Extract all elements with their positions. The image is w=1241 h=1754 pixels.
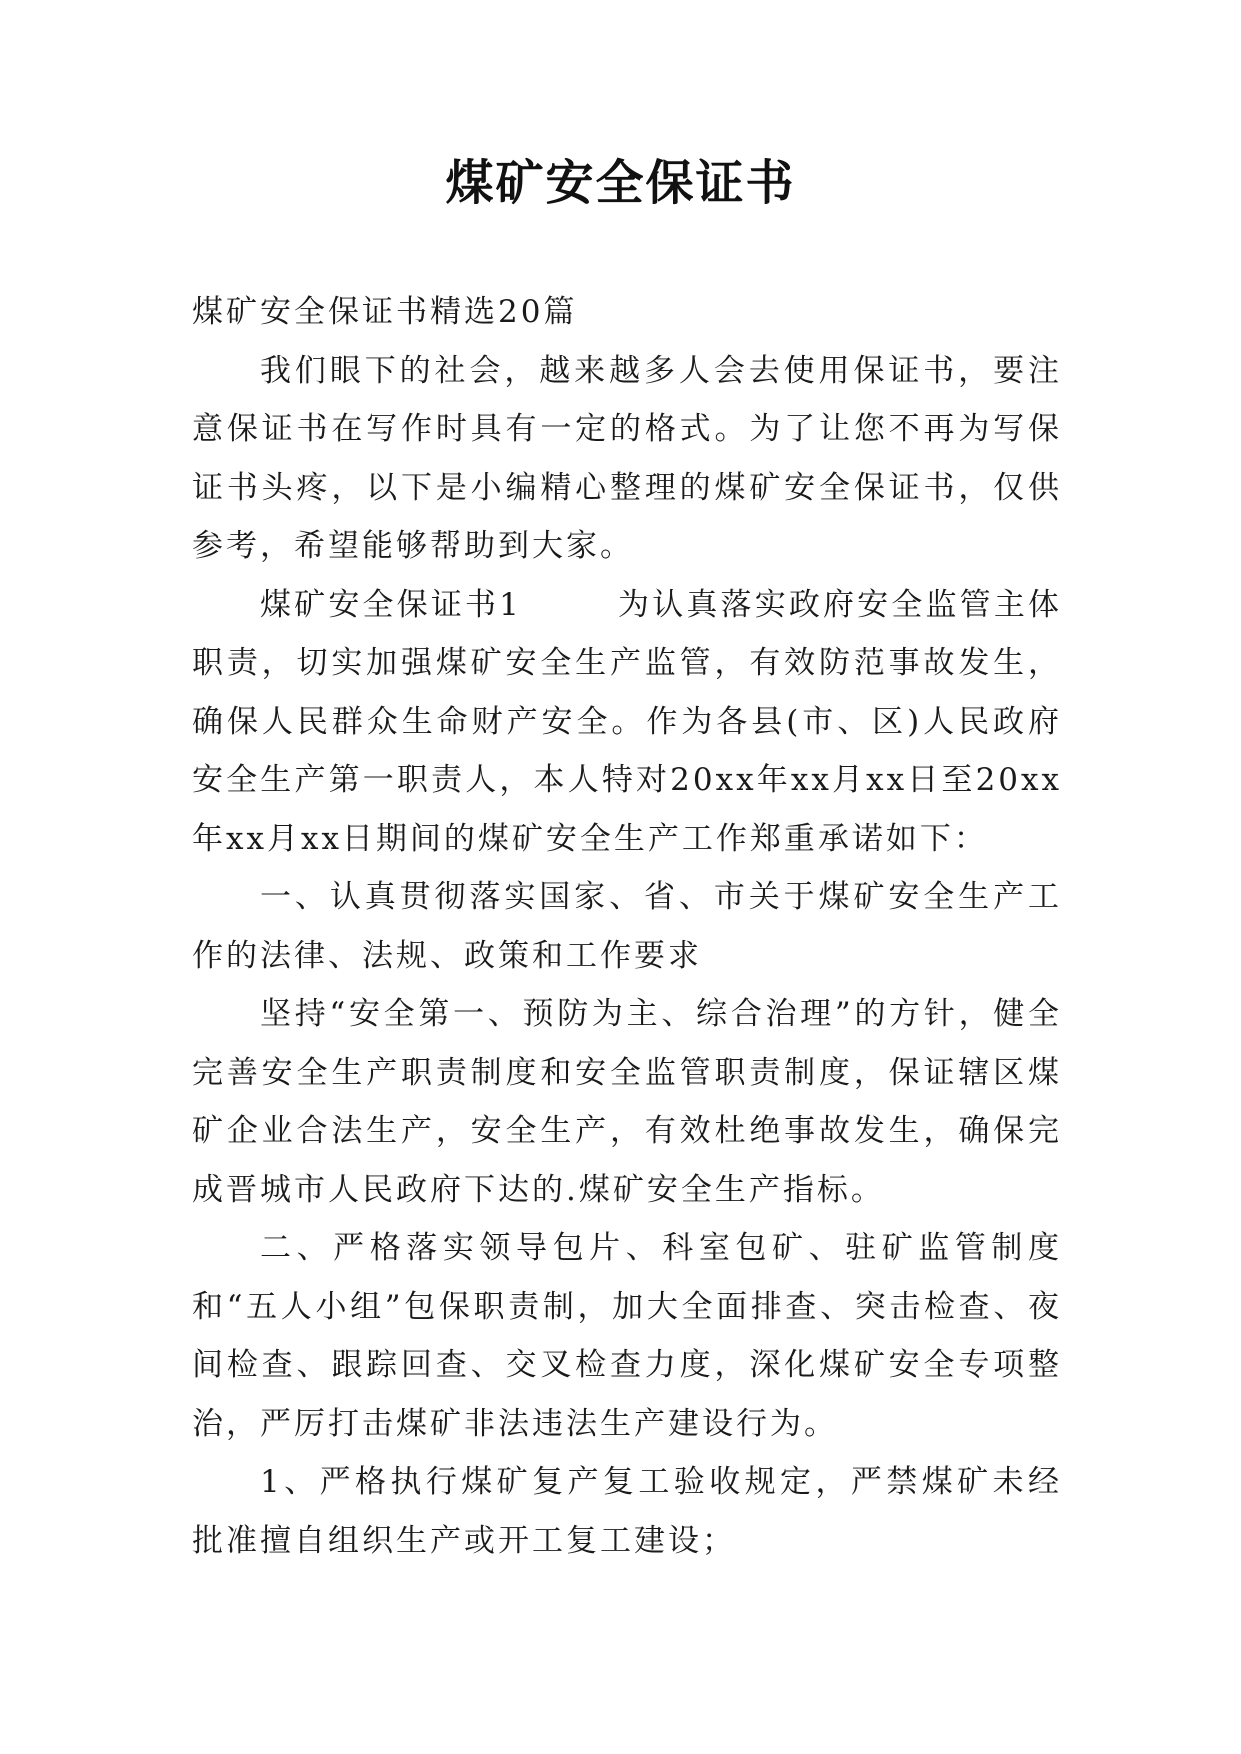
item-1-paragraph: 1、严格执行煤矿复产复工验收规定，严禁煤矿未经批准擅自组织生产或开工复工建设； <box>192 1464 1062 1559</box>
section-1-paragraph <box>192 576 1062 869</box>
point-1-heading: 一、认真贯彻落实国家、省、市关于煤矿安全生产工作的法律、法规、政策和工作要求 <box>192 879 1062 974</box>
document-body <box>192 283 1062 1570</box>
point-1-paragraph: 坚持“安全第一、预防为主、综合治理”的方针，健全完善安全生产职责制度和安全监管职责制度，保证辖区煤矿企业合法生产，安全生产，有效杜绝事故发生，确保完成晋城市人民政府下达的.煤矿安全生产指标。 <box>192 996 1062 1208</box>
section-1-text: 为认真落实政府安全监管主体职责，切实加强煤矿安全生产监管，有效防范事故发生，确保人民群众生命财产安全。作为各县(市、区)人民政府安全生产第一职责人，本人特对20xx年xx月xx日至20xx年xx月xx日期间的煤矿安全生产工作郑重承诺如下： <box>192 586 1062 857</box>
document-title: 煤矿安全保证书 <box>445 155 796 211</box>
section-1-heading: 煤矿安全保证书1 <box>260 586 522 623</box>
document-subtitle: 煤矿安全保证书精选20篇 <box>192 294 578 330</box>
point-2-paragraph: 二、严格落实领导包片、科室包矿、驻矿监管制度和“五人小组”包保职责制，加大全面排查、突击检查、夜间检查、跟踪回查、交叉检查力度，深化煤矿安全专项整治，严厉打击煤矿非法违法生产建设行为。 <box>192 1230 1062 1442</box>
intro-paragraph: 我们眼下的社会，越来越多人会去使用保证书，要注意保证书在写作时具有一定的格式。为了让您不再为写保证书头疼，以下是小编精心整理的煤矿安全保证书，仅供参考，希望能够帮助到大家。 <box>192 352 1062 564</box>
